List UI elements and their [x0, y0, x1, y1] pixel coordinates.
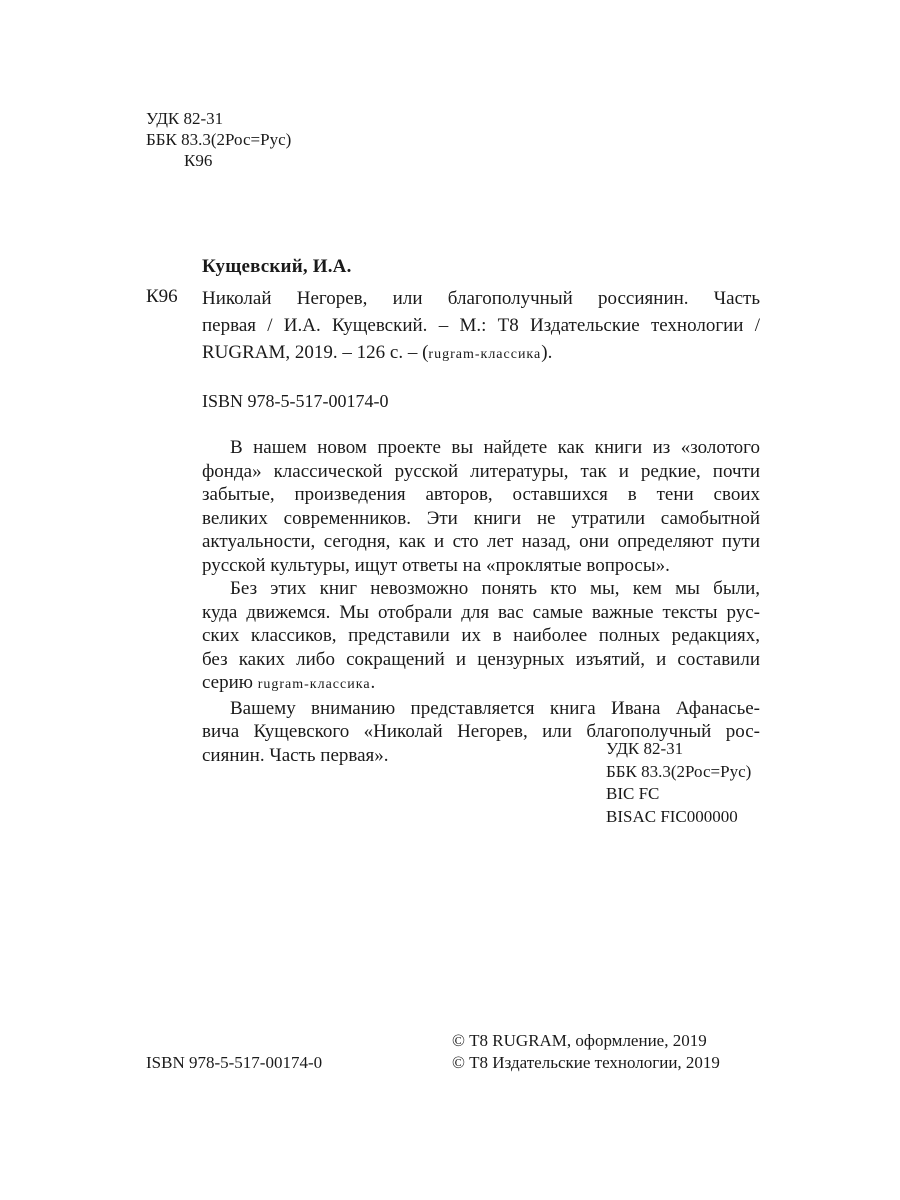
annotation-line: сиянин. Часть первая».	[202, 744, 389, 766]
annotation-line: актуальности, сегодня, как и сто лет назад, они определяют пути	[202, 531, 760, 552]
classification-block	[146, 108, 291, 171]
bbk-code-2: ББК 83.3(2Рос=Рус)	[606, 761, 752, 781]
annotation-line: забытые, произведения авторов, оставшихся в тени своих	[202, 484, 760, 505]
series-line-name: rugram-классика	[257, 677, 371, 692]
biblio-line-3	[202, 339, 760, 368]
annotation-line: ских классиков, представили их в наиболее полных редакциях,	[202, 625, 760, 646]
annotation-line: куда движемся. Мы отобрали для вас самые важные тексты рус-	[202, 601, 760, 623]
copyright-tech: © Т8 Издательские технологии, 2019	[452, 1053, 720, 1072]
bibliographic-description	[202, 285, 760, 368]
copyright-design: © Т8 RUGRAM, оформление, 2019	[452, 1031, 707, 1050]
annotation-line: В нашем новом проекте вы найдете как книги из «золотого	[230, 437, 760, 458]
author-mark: К96	[184, 151, 213, 170]
biblio-line-3-prefix: RUGRAM, 2019. – 126 с. – (	[202, 342, 429, 363]
biblio-line-1: Николай Негорев, или благополучный россиянин. Часть	[202, 288, 760, 309]
annotation-line: вича Кущевского «Николай Негорев, или благополучный рос-	[202, 721, 760, 742]
series-name: rugram-классика	[428, 347, 542, 362]
annotation-line: фонда» классической русской литературы, так и редкие, почти	[202, 460, 760, 482]
annotation-line: Вашему вниманию представляется книга Ивана Афанасье-	[230, 697, 760, 719]
series-line-suffix: .	[370, 672, 376, 693]
annotation-line: Без этих книг невозможно понять кто мы, кем мы были,	[230, 578, 760, 599]
isbn-main: ISBN 978-5-517-00174-0	[202, 391, 389, 411]
bic-code: BIC FC	[606, 784, 660, 803]
biblio-line-2: первая / И.А. Кущевский. – М.: Т8 Издательские технологии /	[202, 315, 760, 336]
classification-codes	[606, 738, 751, 828]
annotation-line: без каких либо сокращений и цензурных изъятий, и составили	[202, 648, 760, 670]
series-line-prefix: серию	[202, 672, 258, 693]
annotation-series-line	[202, 671, 760, 697]
annotation-line: русской культуры, ищут ответы на «проклятые вопросы».	[202, 554, 670, 576]
annotation-line: великих современников. Эти книги не утратили самобытной	[202, 507, 760, 529]
udk-code-2: УДК 82-31	[606, 739, 684, 758]
copyright-block	[452, 1030, 720, 1074]
author-sign: К96	[146, 286, 178, 307]
udk-code: УДК 82-31	[146, 109, 224, 128]
isbn-footer: ISBN 978-5-517-00174-0	[146, 1053, 323, 1072]
annotation	[202, 436, 760, 767]
biblio-line-3-suffix: ).	[541, 342, 553, 363]
bisac-code: BISAC FIC000000	[606, 806, 738, 826]
author-heading: Кущевский, И.А.	[202, 256, 352, 277]
bbk-code: ББК 83.3(2Рос=Рус)	[146, 130, 292, 149]
